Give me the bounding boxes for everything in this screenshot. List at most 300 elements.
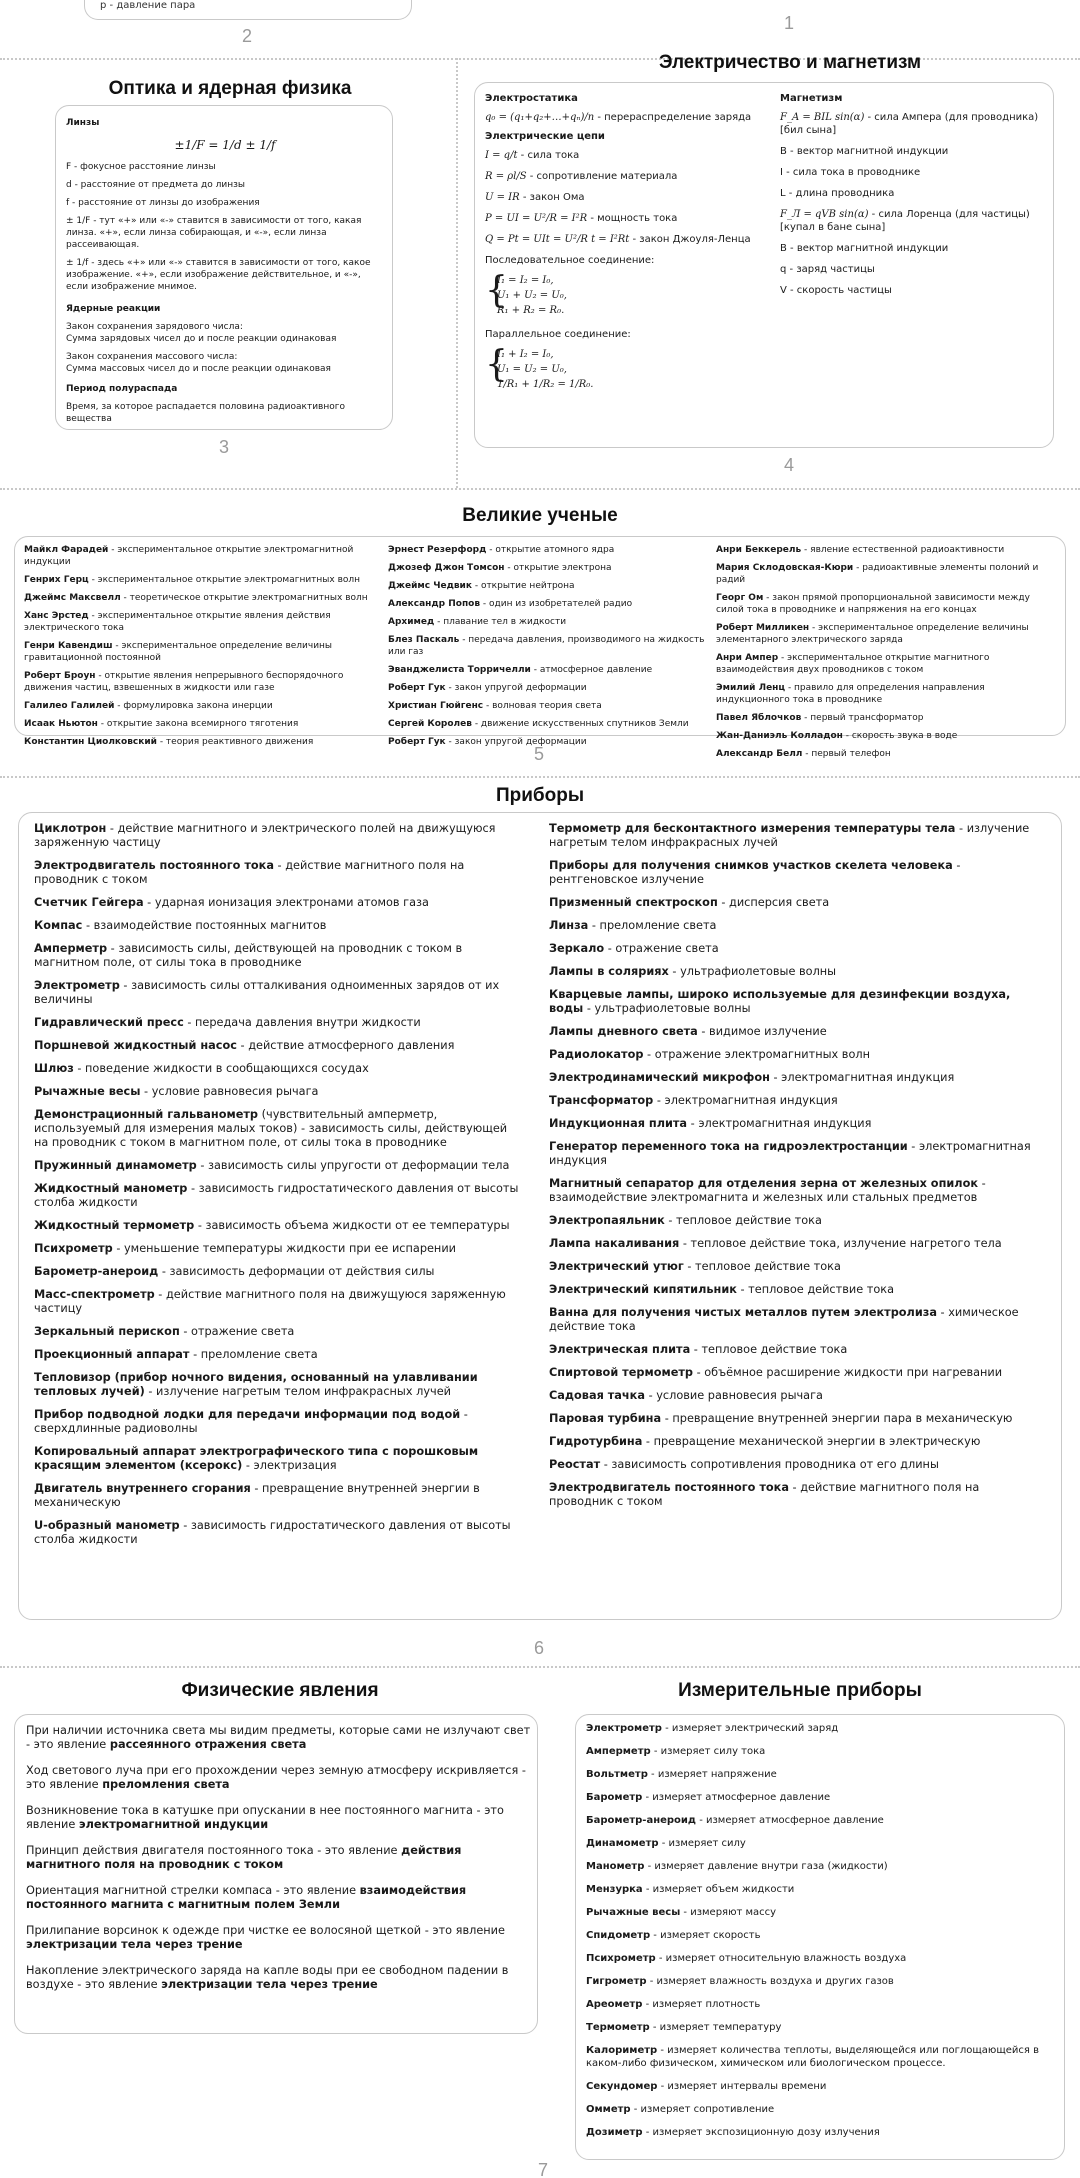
lorentz-desc: - сила Лоренца (для частицы) [купал в бане сына]: [780, 209, 1030, 233]
electrostatics-heading: Электростатика: [485, 93, 578, 104]
lens-line-4: ± 1/F - тут «+» или «-» ставится в зависимости от того, какая линза. «+», если линза собирающая, и «-», если линза рассеивающая.: [66, 216, 362, 250]
device-item-term: Реостат: [549, 1458, 601, 1471]
instrument-item: [586, 1791, 1058, 1804]
series-brace: {: [485, 270, 508, 311]
device-item-term: Амперметр: [34, 942, 108, 955]
scientist-item-term: Христиан Гюйгенс: [388, 701, 484, 711]
instrument-item-desc: - измеряет относительную влажность воздуха: [655, 1953, 907, 1964]
instruments-list: [586, 1722, 1058, 2149]
instrument-item-desc: - измеряет атмосферное давление: [696, 1815, 884, 1826]
joule-desc: - закон Джоуля-Ленца: [629, 234, 751, 245]
device-item-term: Электрический кипятильник: [549, 1283, 737, 1296]
scientist-item: [24, 610, 369, 634]
instrument-item-term: Вольтметр: [586, 1769, 648, 1780]
scientist-item: [388, 580, 708, 592]
instrument-item: [586, 1998, 1058, 2011]
scientist-item: [388, 598, 708, 610]
scientist-item-term: Джеймс Чедвик: [388, 581, 472, 591]
device-item: [34, 1408, 524, 1436]
device-item: [549, 1237, 1039, 1251]
ampere-formula: F_A = BIL sin(α): [780, 112, 865, 123]
phenomenon-item-text: Прилипание ворсинок к одежде при чистке ее волосяной щеткой - это явление: [26, 1924, 505, 1937]
device-item-desc: - рентгеновское излучение: [549, 859, 961, 886]
device-item-term: Электродвигатель постоянного тока: [34, 859, 274, 872]
scientist-item-desc: - формулировка закона инерции: [114, 701, 273, 711]
device-item-desc: - взаимодействие постоянных магнитов: [82, 919, 327, 932]
scientist-item: [24, 592, 369, 604]
electricity-left-column: [485, 92, 775, 392]
page-number-1: 1: [784, 13, 795, 33]
device-item-desc: - преломление света: [189, 1348, 318, 1361]
device-item-desc: - тепловое действие тока: [664, 1214, 822, 1227]
device-item-desc: - зависимость сопротивления проводника от его длины: [600, 1458, 939, 1471]
q-desc: q - заряд частицы: [780, 264, 875, 275]
scientist-item-desc: - закон прямой пропорциональной зависимости между силой тока в проводнике и напряжения на его концах: [716, 593, 1030, 615]
scientist-item: [24, 670, 369, 694]
device-item-desc: - передача давления внутри жидкости: [183, 1016, 421, 1029]
scientist-item-term: Блез Паскаль: [388, 635, 460, 645]
scientist-item-term: Сергей Королев: [388, 719, 472, 729]
instrument-item: [586, 1814, 1058, 1827]
phenomenon-item: [26, 1844, 534, 1872]
device-item-term: Тепловизор (прибор ночного видения, основанный на улавливании тепловых лучей): [34, 1371, 478, 1398]
device-item-term: Электропаяльник: [549, 1214, 665, 1227]
device-item-term: Лампы в соляриях: [549, 965, 669, 978]
lens-line-3: f - расстояние от линзы до изображения: [66, 198, 260, 208]
page-number-7: 7: [538, 2160, 549, 2178]
device-item: [549, 1458, 1039, 1472]
device-item-term: Поршневой жидкостный насос: [34, 1039, 237, 1052]
device-item: [34, 822, 524, 850]
scientist-item-desc: - плавание тел в жидкости: [434, 617, 567, 627]
device-item: [34, 919, 524, 933]
device-item-term: Копировальный аппарат электрографического типа с порошковым красящим элементом (ксерокс): [34, 1445, 479, 1472]
instrument-item: [586, 1906, 1058, 1919]
device-item-desc: - видимое излучение: [697, 1025, 827, 1038]
page-number-3: 3: [219, 437, 230, 457]
scientist-item-term: Джеймс Максвелл: [24, 593, 121, 603]
ohm-row: [485, 191, 775, 204]
device-item-term: Линза: [549, 919, 589, 932]
ohm-formula: U = IR: [485, 192, 520, 203]
device-item-term: Радиолокатор: [549, 1048, 644, 1061]
scientist-item: [716, 562, 1056, 586]
parallel-eq-1: I₁ + I₂ = I₀,: [497, 349, 554, 360]
parallel-heading: Параллельное соединение:: [485, 329, 631, 340]
ampere-desc: - сила Ампера (для проводника) [бил сына]: [780, 112, 1039, 136]
instrument-item-term: Термометр: [586, 2022, 650, 2033]
instrument-item: [586, 2021, 1058, 2034]
phenomenon-item: [26, 1884, 534, 1912]
lens-line-5: ± 1/f - здесь «+» или «-» ставится в зависимости от того, какое изображение. «+», если изображение действительное, и «-», если изображение мнимое.: [66, 258, 371, 292]
device-item-desc: - электромагнитная индукция: [687, 1117, 872, 1130]
device-item-term: Двигатель внутреннего сгорания: [34, 1482, 251, 1495]
device-item-term: Лампа накаливания: [549, 1237, 680, 1250]
mass-law: Закон сохранения массового числа:: [66, 352, 238, 362]
instrument-item-term: Гигрометр: [586, 1976, 647, 1987]
device-item-desc: - условие равновесия рычага: [644, 1389, 823, 1402]
lorentz-row: [780, 208, 1048, 234]
device-item-desc: - тепловое действие тока: [683, 1260, 841, 1273]
instruments-title: Измерительные приборы: [678, 1680, 922, 1701]
device-item-desc: - излучение нагретым телом инфракрасных лучей: [144, 1385, 452, 1398]
device-item-term: Ванна для получения чистых металлов путем электролиза: [549, 1306, 937, 1319]
ampere-row: [780, 111, 1048, 137]
device-item: [34, 1242, 524, 1256]
device-item: [34, 1348, 524, 1362]
instrument-item: [586, 2044, 1058, 2070]
phenomenon-item-answer: взаимодействия постоянного магнита с магнитным полем Земли: [26, 1884, 467, 1911]
scientist-item-term: Роберт Милликен: [716, 623, 810, 633]
device-item: [549, 1343, 1039, 1357]
scientist-item: [388, 718, 708, 730]
device-item-term: Генератор переменного тока на гидроэлектростанции: [549, 1140, 908, 1153]
instrument-item: [586, 1952, 1058, 1965]
scientist-item-term: Генрих Герц: [24, 575, 89, 585]
lens-line-1: F - фокусное расстояние линзы: [66, 162, 216, 172]
instrument-item-desc: - измеряет объем жидкости: [642, 1884, 795, 1895]
mass-law-desc: Сумма массовых чисел до и после реакции одинаковая: [66, 364, 331, 374]
scientist-item: [716, 712, 1056, 724]
scientist-item-desc: - движение искусственных спутников Земли: [471, 719, 689, 729]
device-item-desc: - отражение света: [179, 1325, 295, 1338]
instrument-item: [586, 2126, 1058, 2139]
instrument-item-desc: - измеряет силу: [658, 1838, 746, 1849]
device-item: [34, 1288, 524, 1316]
phenomenon-item: [26, 1804, 534, 1832]
separator-3: [0, 776, 1080, 778]
page-number-2: 2: [242, 26, 253, 46]
scientist-item-term: Константин Циолковский: [24, 737, 157, 747]
phenomena-title: Физические явления: [181, 1680, 379, 1701]
device-item: [549, 988, 1039, 1016]
device-item: [549, 919, 1039, 933]
charge-law: Закон сохранения зарядового числа:: [66, 322, 243, 332]
scientists-col-2: [388, 544, 708, 754]
parallel-eq-2: U₁ = U₂ = U₀,: [497, 364, 567, 375]
phenomenon-item: [26, 1964, 534, 1992]
scientist-item-desc: - скорость звука в воде: [842, 731, 958, 741]
scientist-item-term: Майкл Фарадей: [24, 545, 109, 555]
instrument-item-desc: - измеряет электрический заряд: [661, 1723, 839, 1734]
device-item-term: Счетчик Гейгера: [34, 896, 144, 909]
device-item-desc: - превращение механической энергии в электрическую: [642, 1435, 981, 1448]
instrument-item: [586, 1768, 1058, 1781]
scientist-item-term: Эмилий Ленц: [716, 683, 786, 693]
scientist-item: [24, 544, 369, 568]
instrument-item-desc: - измеряет атмосферное давление: [642, 1792, 831, 1803]
scientist-item-term: Георг Ом: [716, 593, 764, 603]
l-desc: L - длина проводника: [780, 188, 895, 199]
device-item-term: Прибор подводной лодки для передачи информации под водой: [34, 1408, 461, 1421]
scientist-item-term: Галилео Галилей: [24, 701, 115, 711]
scientist-item-desc: - открытие закона всемирного тяготения: [97, 719, 299, 729]
magnetism-heading: Магнетизм: [780, 93, 843, 104]
separator-4: [0, 1666, 1080, 1668]
separator-2: [0, 488, 1080, 490]
scientist-item-term: Генри Кавендиш: [24, 641, 113, 651]
scientist-item-term: Роберт Броун: [24, 671, 96, 681]
device-item: [34, 1325, 524, 1339]
device-item-term: Кварцевые лампы, широко используемые для дезинфекции воздуха, воды: [549, 988, 1011, 1015]
instrument-item-desc: - измеряет плотность: [642, 1999, 761, 2010]
device-item-desc: - электромагнитная индукция: [653, 1094, 838, 1107]
halflife-heading: Период полураспада: [66, 384, 178, 394]
device-item: [34, 1016, 524, 1030]
device-item-desc: - электромагнитная индукция: [769, 1071, 955, 1084]
device-item: [34, 1482, 524, 1510]
device-item-desc: - зависимость деформации от действия силы: [158, 1265, 435, 1278]
phenomenon-item-answer: рассеянного отражения света: [109, 1738, 307, 1751]
charge-desc: - перераспределение заряда: [594, 112, 752, 123]
scientist-item-term: Исаак Ньютон: [24, 719, 98, 729]
scientist-item-term: Жан-Даниэль Колладон: [716, 731, 843, 741]
instrument-item-desc: - измеряют массу: [680, 1907, 777, 1918]
scientist-item-term: Павел Яблочков: [716, 713, 802, 723]
device-item: [549, 1140, 1039, 1168]
current-formula: I = q/t: [485, 150, 518, 161]
device-item-desc: - объёмное расширение жидкости при нагревании: [693, 1366, 1003, 1379]
scientist-item-desc: - экспериментальное открытие явления действия электрического тока: [24, 611, 331, 633]
instrument-item-term: Спидометр: [586, 1930, 651, 1941]
device-item-term: Рычажные весы: [34, 1085, 141, 1098]
phenomenon-item: [26, 1924, 534, 1952]
scientist-item-desc: - закон упругой деформации: [445, 737, 587, 747]
scientist-item-term: Ханс Эрстед: [24, 611, 89, 621]
scientist-item: [388, 736, 708, 748]
scientists-col-1: [24, 544, 369, 754]
instrument-item-desc: - измеряет сопротивление: [630, 2104, 775, 2115]
i-desc: I - сила тока в проводнике: [780, 167, 921, 178]
device-item: [34, 1371, 524, 1399]
device-item: [549, 1025, 1039, 1039]
scientist-item-desc: - волновая теория света: [483, 701, 602, 711]
device-item-term: Индукционная плита: [549, 1117, 688, 1130]
device-item-desc: - тепловое действие тока: [690, 1343, 848, 1356]
instrument-item-desc: - измеряет влажность воздуха и других газов: [646, 1976, 894, 1987]
device-item-term: Масс-спектрометр: [34, 1288, 155, 1301]
scientist-item: [716, 592, 1056, 616]
instrument-item-term: Барометр: [586, 1792, 643, 1803]
device-item-desc: - дисперсия света: [717, 896, 830, 909]
scientist-item: [24, 700, 369, 712]
device-item: [549, 1214, 1039, 1228]
device-item: [34, 942, 524, 970]
instrument-item-desc: - измеряет силу тока: [650, 1746, 766, 1757]
instrument-item: [586, 1745, 1058, 1758]
current-row: [485, 149, 775, 162]
electricity-title: Электричество и магнетизм: [658, 52, 922, 73]
device-item-desc: - зависимость гидростатического давления от высоты столба жидкости: [34, 1182, 519, 1209]
device-item-desc: (чувствительный амперметр, используемый для измерения малых токов) - зависимость силы, действующей на проводник с током в магнитном поле, от силы тока в проводнике: [34, 1108, 508, 1149]
scientist-item: [388, 700, 708, 712]
parallel-system: [485, 344, 775, 392]
device-item-term: Спиртовой термометр: [549, 1366, 693, 1379]
phenomena-list: [26, 1724, 534, 2004]
instrument-item-desc: - измеряет давление внутри газа (жидкости): [644, 1861, 888, 1872]
joule-formula: Q = Pt = UIt = U²/R t = I²Rt: [485, 234, 630, 245]
device-item: [549, 1481, 1039, 1509]
device-item-desc: - условие равновесия рычага: [140, 1085, 319, 1098]
scientist-item: [388, 682, 708, 694]
phenomenon-item-answer: электризации тела через трение: [161, 1978, 378, 1991]
scientist-item-desc: - экспериментальное определение величины гравитационной постоянной: [24, 641, 333, 663]
scientist-item: [716, 682, 1056, 706]
device-item-term: Электрический утюг: [549, 1260, 684, 1273]
circuits-heading: Электрические цепи: [485, 131, 605, 142]
optics-content: [66, 117, 384, 425]
phenomenon-item-answer: действия магнитного поля на проводник с током: [26, 1844, 462, 1871]
instrument-item: [586, 1837, 1058, 1850]
device-item: [549, 822, 1039, 850]
phenomenon-item: [26, 1724, 534, 1752]
device-item-term: Электрометр: [34, 979, 120, 992]
power-desc: - мощность тока: [587, 213, 678, 224]
device-item: [34, 979, 524, 1007]
device-item-term: Садовая тачка: [549, 1389, 645, 1402]
device-item: [34, 1519, 524, 1547]
series-system: [485, 270, 775, 318]
lens-line-2: d - расстояние от предмета до линзы: [66, 180, 245, 190]
instrument-item-desc: - измеряет интервалы времени: [657, 2081, 827, 2092]
resist-desc: - сопротивление материала: [526, 171, 678, 182]
scientist-item: [24, 736, 369, 748]
device-item-desc: - превращение внутренней энергии в механическую: [34, 1482, 480, 1509]
scientist-item: [716, 748, 1056, 760]
page-number-6: 6: [534, 1638, 545, 1658]
device-item-desc: - отражение света: [604, 942, 719, 955]
scientist-item-desc: - один из изобретателей радио: [480, 599, 633, 609]
power-row: [485, 212, 775, 225]
device-item-term: Барометр-анероид: [34, 1265, 159, 1278]
scientist-item-desc: - явление естественной радиоактивности: [801, 545, 1005, 555]
device-item-term: Приборы для получения снимков участков скелета человека: [549, 859, 953, 872]
scientist-item-term: Архимед: [388, 617, 435, 627]
phenomenon-item-answer: электромагнитной индукции: [78, 1818, 269, 1831]
device-item-desc: - взаимодействие электромагнита и железных или стальных предметов: [549, 1177, 986, 1204]
lorentz-formula: F_Л = qVB sin(α): [780, 209, 869, 220]
phenomenon-item-text: Возникновение тока в катушке при опускании в нее постоянного магнита - это явление: [26, 1804, 504, 1831]
device-item-term: U-образный манометр: [34, 1519, 180, 1532]
device-item-term: Магнитный сепаратор для отделения зерна от железных опилок: [549, 1177, 978, 1190]
device-item: [34, 1159, 524, 1173]
device-item-desc: - тепловое действие тока: [736, 1283, 894, 1296]
scientist-item: [716, 622, 1056, 646]
device-item: [549, 1412, 1039, 1426]
device-item-term: Электродинамический микрофон: [549, 1071, 770, 1084]
scientist-item-term: Анри Ампер: [716, 653, 779, 663]
electricity-right-column: [780, 92, 1048, 297]
scientist-item-desc: - открытие электрона: [504, 563, 612, 573]
device-item: [34, 1219, 524, 1233]
device-item-desc: - зависимость силы упругости от деформации тела: [196, 1159, 510, 1172]
device-item: [34, 1039, 524, 1053]
instrument-item-desc: - измеряет количества теплоты, выделяющейся или поглощающейся в каком-либо физическом, химическом или биологическом процессе.: [586, 2045, 1039, 2069]
device-item-desc: - химическое действие тока: [549, 1306, 1019, 1333]
device-item-desc: - электромагнитная индукция: [549, 1140, 1031, 1167]
device-item: [549, 965, 1039, 979]
device-item-desc: - действие атмосферного давления: [236, 1039, 455, 1052]
device-item: [34, 1108, 524, 1150]
scientist-item-desc: - атмосферное давление: [530, 665, 653, 675]
scientist-item-desc: - экспериментальное открытие электромагнитной индукции: [24, 545, 354, 567]
device-item: [34, 1182, 524, 1210]
device-item-term: Шлюз: [34, 1062, 74, 1075]
device-item: [549, 859, 1039, 887]
device-item: [34, 1062, 524, 1076]
instrument-item-desc: - измеряет экспозиционную дозу излучения: [642, 2127, 880, 2138]
device-item-term: Лампы дневного света: [549, 1025, 698, 1038]
device-item-desc: - ударная ионизация электронами атомов газа: [143, 896, 429, 909]
page-number-4: 4: [784, 455, 795, 475]
device-item: [34, 859, 524, 887]
instrument-item-term: Рычажные весы: [586, 1907, 681, 1918]
device-item: [549, 1306, 1039, 1334]
device-item: [34, 896, 524, 910]
device-item-term: Демонстрационный гальванометр: [34, 1108, 259, 1121]
instrument-item-term: Омметр: [586, 2104, 631, 2115]
instrument-item-term: Ареометр: [586, 1999, 643, 2010]
device-item-desc: - ультрафиолетовые волны: [668, 965, 837, 978]
device-item: [549, 1117, 1039, 1131]
device-item-desc: - зависимость гидростатического давления от высоты столба жидкости: [34, 1519, 511, 1546]
device-item: [549, 1260, 1039, 1274]
device-item-desc: - действие магнитного и электрического полей на движущуюся заряженную частицу: [34, 822, 496, 849]
device-item: [549, 1071, 1039, 1085]
scientists-title: Великие ученые: [462, 505, 618, 526]
device-item-desc: - превращение внутренней энергии пара в механическую: [661, 1412, 1013, 1425]
phenomenon-item-answer: электризации тела через трение: [26, 1938, 243, 1951]
instrument-item-desc: - измеряет температуру: [649, 2022, 782, 2033]
instrument-item-desc: - измеряет напряжение: [647, 1769, 777, 1780]
scientist-item-desc: - экспериментальное открытие магнитного взаимодействия двух проводников с током: [716, 653, 990, 675]
phenomenon-item-text: Накопление электрического заряда на капле воды при ее свободном падении в воздухе - это явление: [26, 1964, 509, 1991]
instrument-item-desc: - измеряет скорость: [650, 1930, 761, 1941]
phenomenon-item-text: При наличии источника света мы видим предметы, которые сами не излучают свет - это явление: [26, 1724, 531, 1751]
charge-formula-row: [485, 111, 775, 124]
charge-formula: q₀ = (q₁+q₂+…+qₙ)/n: [485, 112, 595, 123]
device-item-term: Электрическая плита: [549, 1343, 691, 1356]
scientist-item-desc: - теоретическое открытие электромагнитных волн: [120, 593, 368, 603]
instrument-item: [586, 2103, 1058, 2116]
scientist-item: [388, 634, 708, 658]
device-item-term: Гидротурбина: [549, 1435, 643, 1448]
phenomenon-item-text: Ориентация магнитной стрелки компаса - это явление: [26, 1884, 360, 1897]
phenomenon-item-text: Ход светового луча при его прохождении через земную атмосферу искривляется - это явление: [26, 1764, 526, 1791]
device-item-desc: - зависимость объема жидкости от ее температуры: [194, 1219, 510, 1232]
device-item-desc: - уменьшение температуры жидкости при ее испарении: [112, 1242, 457, 1255]
device-item-desc: - поведение жидкости в сообщающихся сосудах: [73, 1062, 369, 1075]
pressure-note: p - давление пара: [100, 0, 196, 11]
parallel-eq-3: 1/R₁ + 1/R₂ = 1/R₀.: [497, 379, 594, 390]
phenomenon-item-answer: преломления света: [102, 1778, 230, 1791]
instrument-item: [586, 2080, 1058, 2093]
devices-title: Приборы: [495, 785, 585, 806]
phenomenon-item: [26, 1764, 534, 1792]
ohm-desc: - закон Ома: [519, 192, 585, 203]
instrument-item: [586, 1722, 1058, 1735]
device-item-term: Призменный спектроскоп: [549, 896, 718, 909]
scientist-item-desc: - открытие нейтрона: [471, 581, 575, 591]
device-item-desc: - действие магнитного поля на движущуюся заряженную частицу: [34, 1288, 506, 1315]
device-item: [34, 1445, 524, 1473]
scientist-item-desc: - открытие явления непрерывного беспорядочного движения частиц, взвешенных в жидкости или газе: [24, 671, 344, 693]
device-item-term: Жидкостный манометр: [34, 1182, 188, 1195]
scientist-item-desc: - открытие атомного ядра: [486, 545, 615, 555]
scientist-item-desc: - первый трансформатор: [801, 713, 924, 723]
scientist-item-term: Роберт Гук: [388, 683, 446, 693]
device-item-term: Гидравлический пресс: [34, 1016, 184, 1029]
